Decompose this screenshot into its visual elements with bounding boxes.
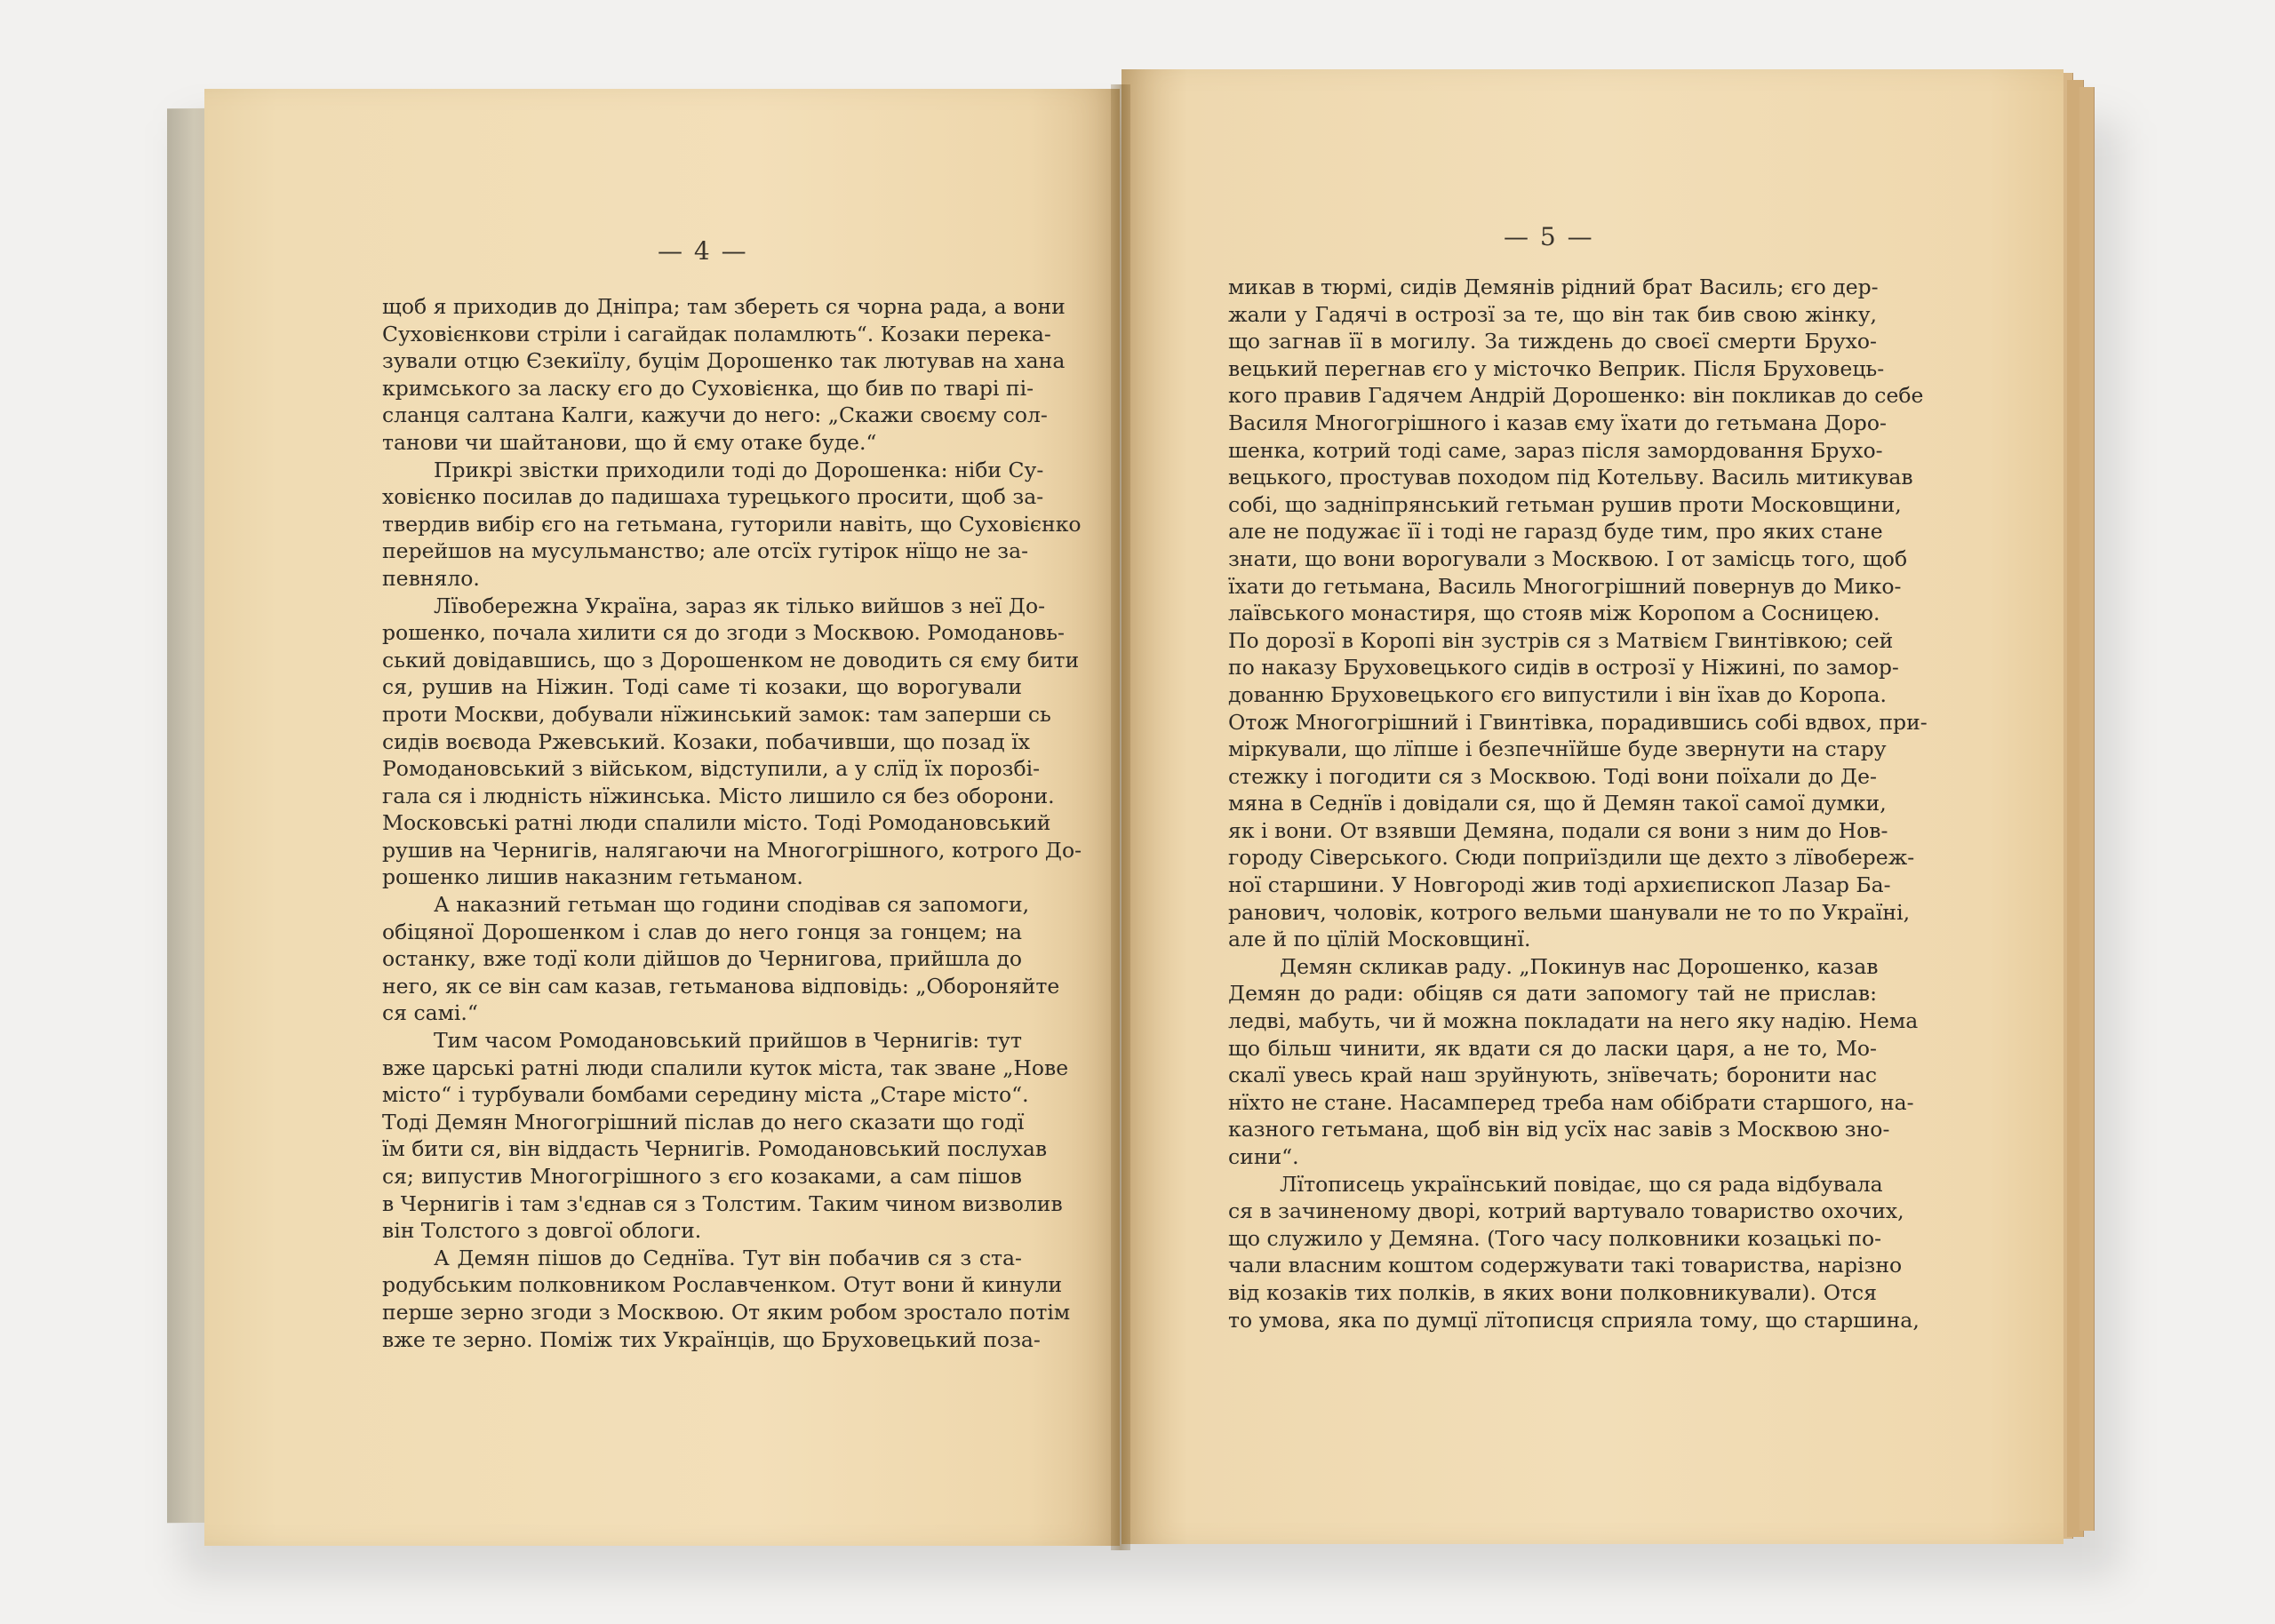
text-line: що загнав її в могилу. За тиждень до своєї смерти Брухо- — [1228, 329, 1877, 354]
text-line: то умова, яка по думцї лїтописця сприяла тому, що старшина, — [1228, 1307, 1920, 1333]
text-line: А наказний гетьман що години сподівав ся запомоги, — [434, 892, 1030, 918]
text-line: вже те зерно. Поміж тих Українців, що Бруховецький поза- — [382, 1326, 1041, 1352]
text-line: Суховієнкови стріли і сагайдак поламлють“. Козаки перека- — [382, 321, 1051, 346]
text-line: певняло. — [382, 565, 480, 591]
text-line: вецький перегнав єго у місточко Веприк. Після Бруховець- — [1228, 355, 1885, 381]
text-line: ної старшини. У Новгороді жив тоді архиєпископ Лазар Ба- — [1228, 872, 1891, 898]
text-line: ранович, чоловік, котрого вельми шанували не то по Україні, — [1228, 899, 1911, 925]
text-line: казного гетьмана, щоб він від усїх нас завів з Москвою зно- — [1228, 1117, 1890, 1142]
text-line: твердив вибір єго на гетьмана, гуторили навіть, що Суховієнко — [382, 511, 1082, 537]
text-line: сланця салтана Калги, кажучи до него: „Скажи своєму сол- — [382, 402, 1048, 428]
text-line: гала ся і людність нїжинська. Місто лишило ся без оборони. — [382, 783, 1055, 808]
text-line: чали власним коштом содержувати такі товариства, нарізно — [1228, 1253, 1903, 1278]
text-line: Лївобережна Україна, зараз як тілько вийшов з неї До- — [434, 593, 1046, 618]
text-line: їхати до гетьмана, Василь Многогрішний повернув до Мико- — [1228, 573, 1902, 599]
text-line: скалї увесь край наш зруйнують, знївечать; боронити нас — [1228, 1063, 1877, 1088]
left-page-text — [382, 293, 1082, 1353]
text-line: нїхто не стане. Насамперед треба нам обібрати старшого, на- — [1228, 1089, 1914, 1115]
text-line: рушив на Чернигів, налягаючи на Многогрішного, котрого До- — [382, 837, 1082, 863]
text-line: місто“ і турбували бомбами середину міста „Старе місто“. — [382, 1082, 1029, 1108]
right-page-text — [1228, 274, 1928, 1333]
text-line: знати, що вони ворогували з Москвою. І от замісць того, щоб — [1228, 545, 1908, 571]
text-line: сини“. — [1228, 1144, 1299, 1169]
text-line: собі, що задніпрянський гетьман рушив проти Московщини, — [1228, 491, 1902, 517]
text-line: від козаків тих полків, в яких вони полковникували). Отся — [1228, 1279, 1877, 1305]
text-line: кого правив Гадячем Андрій Дорошенко: він покликав до себе — [1228, 383, 1924, 409]
text-line: останку, вже тодї коли дійшов до Чернигова, прийшла до — [382, 946, 1022, 972]
text-line: стежку і погодити ся з Москвою. Тоді вони поїхали до Де- — [1228, 763, 1877, 789]
text-line: що служило у Демяна. (Того часу полковники козацькі по- — [1228, 1225, 1882, 1251]
text-line: ховієнко посилав до падишаха турецького просити, щоб за- — [382, 484, 1044, 510]
text-line: ся, рушив на Ніжин. Тоді саме ті козаки, що ворогували — [382, 674, 1022, 700]
text-line: дованню Бруховецького єго випустили і він їхав до Коропа. — [1228, 681, 1887, 707]
text-line: городу Сіверського. Сюди поприїздили ще дехто з лївобереж- — [1228, 845, 1915, 871]
text-line: перейшов на мусульманство; але отсїх гутірок нїщо не за- — [382, 538, 1029, 564]
text-line: їм бити ся, він віддасть Чернигів. Ромодановський послухав — [382, 1136, 1048, 1162]
text-line: Лїтописець український повідає, що ся рада відбувала — [1280, 1171, 1883, 1197]
text-line: Демян скликав раду. „Покинув нас Дорошенко, казав — [1280, 953, 1879, 979]
text-line: що більш чинити, як вдати ся до ласки царя, а не то, Мо- — [1228, 1035, 1877, 1061]
text-line: щоб я приходив до Дніпра; там збереть ся чорна рада, а вони — [382, 294, 1066, 319]
text-line: як і вони. От взявши Демяна, подали ся вони з ним до Нов- — [1228, 817, 1888, 843]
text-line: зували отцю Єзекиїлу, буцім Дорошенко так лютував на хана — [382, 348, 1066, 374]
text-line: обіцяної Дорошенком і слав до него гонця за гонцем; на — [382, 919, 1022, 944]
text-line: ся самі.“ — [382, 1000, 478, 1026]
text-line: рошенко лишив наказним гетьманом. — [382, 864, 803, 890]
text-line: танови чи шайтанови, що й єму отаке буде.“ — [382, 429, 877, 455]
text-line: него, як се він сам казав, гетьманова відповідь: „Обороняйте — [382, 973, 1060, 999]
text-line: ся; випустив Многогрішного з єго козаками, а сам пішов — [382, 1164, 1022, 1189]
text-line: сидів воєвода Ржевський. Козаки, побачивши, що позад їх — [382, 728, 1030, 754]
text-line: Ромодановський з військом, відступили, а у слїд їх порозбі- — [382, 756, 1041, 782]
text-line: ся в зачиненому дворі, котрий вартувало товариство охочих, — [1228, 1198, 1904, 1224]
text-line: проти Москви, добували нїжинський замок: там заперши сь — [382, 701, 1051, 727]
book-gutter — [1111, 84, 1130, 1550]
text-line: Московські ратні люди спалили місто. Тоді Ромодановський — [382, 810, 1051, 836]
text-line: він Толстого з довгої облоги. — [382, 1218, 702, 1244]
text-line: Тоді Демян Многогрішний післав до него сказати що годї — [382, 1109, 1025, 1134]
text-line: Демян до ради: обіцяв ся дати запомогу тай не прислав: — [1228, 981, 1877, 1007]
text-line: ський довідавшись, що з Дорошенком не доводить ся єму бити — [382, 647, 1080, 673]
text-line: жали у Гадячі в острозї за те, що він так бив свою жінку, — [1228, 301, 1877, 327]
text-line: Василя Многогрішного і казав єму їхати до гетьмана Доро- — [1228, 410, 1887, 435]
page-edge — [2079, 87, 2095, 1531]
text-line: А Демян пішов до Седнїва. Тут він побачив ся з ста- — [434, 1245, 1022, 1270]
text-line: мяна в Седнїв і довідали ся, що й Демян такої самої думки, — [1228, 791, 1887, 816]
text-line: шенка, котрий тоді саме, зараз після замордовання Брухо- — [1228, 437, 1883, 463]
text-line: рошенко, почала хилити ся до згоди з Москвою. Ромодановь- — [382, 620, 1065, 646]
text-line: вже царські ратні люди спалили куток міста, так зване „Нове — [382, 1055, 1069, 1080]
text-line: микав в тюрмі, сидів Демянів рідний брат Василь; єго дер- — [1228, 275, 1879, 299]
left-page-number: — 4 — — [658, 236, 748, 266]
text-line: лаївського монастиря, що стояв між Коропом а Сосницею. — [1228, 601, 1880, 626]
text-line: ледві, мабуть, чи й можна покладати на него яку надію. Нема — [1228, 1008, 1919, 1034]
text-line: кримського за ласку єго до Суховієнка, що бив по тварі пі- — [382, 375, 1034, 401]
text-line: але не подужає її і тоді не гаразд буде тим, про яких стане — [1228, 519, 1883, 545]
text-line: вецького, простував походом під Котельву. Василь митикував — [1228, 465, 1913, 490]
text-line: Отож Многогрішний і Гвинтівка, порадившись собі вдвох, при- — [1228, 709, 1928, 735]
text-line: Тим часом Ромодановський прийшов в Чернигів: тут — [434, 1028, 1022, 1054]
text-line: міркували, що лїпше і безпечнїйше буде звернути на стару — [1228, 736, 1887, 762]
text-line: але й по цїлій Московщинї. — [1228, 927, 1531, 952]
right-page-number: — 5 — — [1504, 222, 1594, 251]
text-line: в Чернигів і там з'єднав ся з Толстим. Таким чином визволив — [382, 1190, 1063, 1216]
text-line: по наказу Бруховецького сидів в острозї у Ніжині, по замор- — [1228, 655, 1899, 681]
text-line: перше зерно згоди з Москвою. От яким робом зростало потім — [382, 1299, 1071, 1325]
text-line: родубським полковником Рославченком. Отут вони й кинули — [382, 1272, 1063, 1298]
text-line: Прикрі звістки приходили тоді до Дорошенка: ніби Су- — [434, 457, 1044, 482]
text-line: По дорозї в Коропі він зустрів ся з Матвієм Гвинтівкою; сей — [1228, 627, 1894, 653]
